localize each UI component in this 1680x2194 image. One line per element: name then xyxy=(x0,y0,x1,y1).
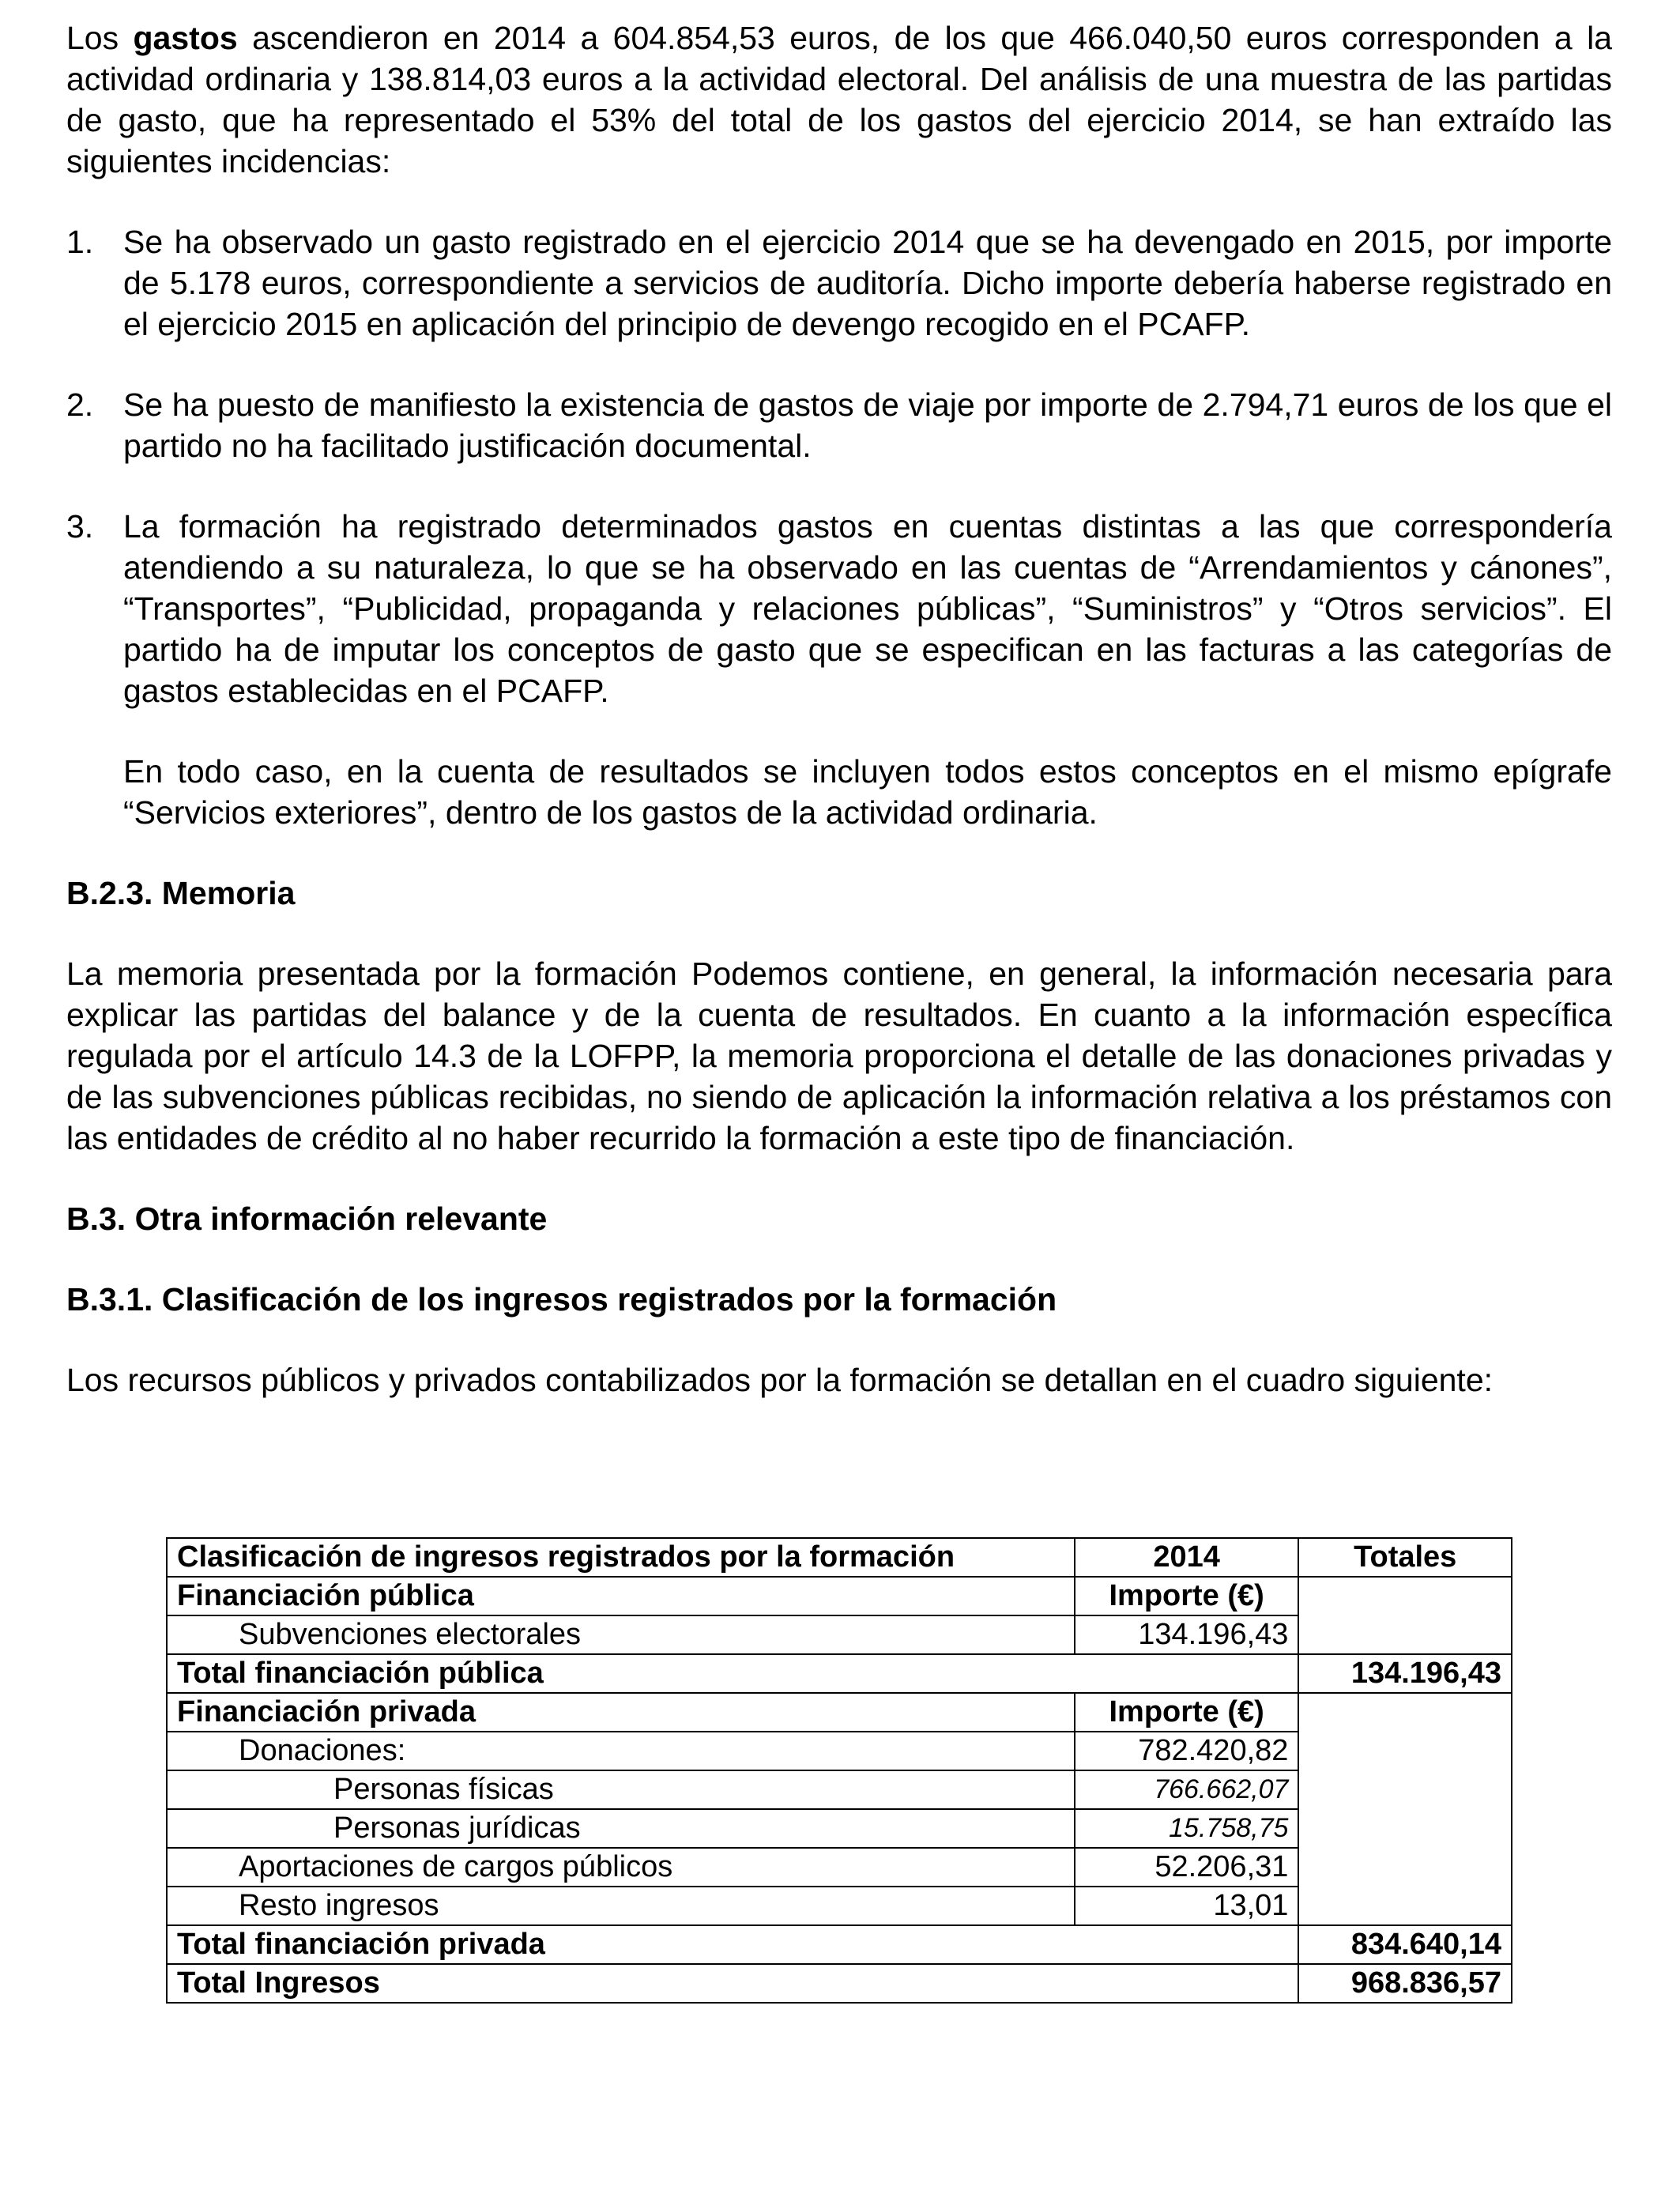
total-income-value: 968.836,57 xyxy=(1298,1964,1512,2003)
public-officials-contrib-label: Aportaciones de cargos públicos xyxy=(167,1848,1075,1887)
table-row xyxy=(167,1615,1512,1654)
empty-cell xyxy=(1298,1732,1512,1770)
total-public-label: Total financiación pública xyxy=(167,1654,1075,1693)
total-public-value: 134.196,43 xyxy=(1298,1654,1512,1693)
other-income-value: 13,01 xyxy=(1075,1887,1299,1925)
amount-header: Importe (€) xyxy=(1075,1577,1299,1615)
list-number: 1. xyxy=(66,224,94,260)
list-text: Se ha puesto de manifiesto la existencia de gastos de viaje por importe de 2.794,71 euros de los que el partido no ha facilitado justificación documental. xyxy=(123,386,1612,464)
total-income-label: Total Ingresos xyxy=(167,1964,1075,2003)
intro-pre: Los xyxy=(66,20,134,56)
table-row xyxy=(167,1925,1512,1964)
list-number: 2. xyxy=(66,386,94,423)
table-header-row xyxy=(167,1538,1512,1577)
list-text: La formación ha registrado determinados gastos en cuentas distintas a las que correspondería atendiendo a su naturaleza, lo que se ha observado en las cuentas de “Arrendamientos y cánones”, “Transportes”, “Publicidad, propaganda y relaciones públicas”, “Suministros” y “Otros servicios”. El partido ha de imputar los conceptos de gasto que se especifican en las facturas a las categorías de gastos establecidas en el PCAFP. xyxy=(123,508,1612,709)
intro-post: ascendieron en 2014 a 604.854,53 euros, de los que 466.040,50 euros corresponden a la actividad ordinaria y 138.814,03 euros a la actividad electoral. Del análisis de una muestra de las partidas de gasto, que ha representado el 53% del total de los gastos del ejercicio 2014, se han extraído las siguientes incidencias: xyxy=(66,20,1613,179)
natural-persons-value: 766.662,07 xyxy=(1075,1770,1299,1809)
donations-value: 782.420,82 xyxy=(1075,1732,1299,1770)
empty-cell xyxy=(1298,1848,1512,1887)
other-income-label: Resto ingresos xyxy=(167,1887,1075,1925)
empty-cell xyxy=(1298,1770,1512,1809)
empty-cell xyxy=(1075,1654,1299,1693)
document-page xyxy=(66,17,1612,1400)
subsidies-value: 134.196,43 xyxy=(1075,1615,1299,1654)
list-item xyxy=(66,384,1612,466)
empty-cell xyxy=(1075,1925,1299,1964)
public-funding-label: Financiación pública xyxy=(167,1577,1075,1615)
total-private-label: Total financiación privada xyxy=(167,1925,1075,1964)
table-row xyxy=(167,1770,1512,1809)
subsidies-label: Subvenciones electorales xyxy=(167,1615,1075,1654)
table-row xyxy=(167,1809,1512,1848)
intro-bold-term: gastos xyxy=(133,20,238,56)
empty-cell xyxy=(1075,1964,1299,2003)
list-note: En todo caso, en la cuenta de resultados se incluyen todos estos conceptos en el mismo epígrafe “Servicios exteriores”, dentro de los gastos de la actividad ordinaria. xyxy=(123,753,1612,831)
table-row xyxy=(167,1732,1512,1770)
natural-persons-label: Personas físicas xyxy=(167,1770,1075,1809)
table-row xyxy=(167,1887,1512,1925)
private-funding-label: Financiación privada xyxy=(167,1693,1075,1732)
paragraph-b23: La memoria presentada por la formación Podemos contiene, en general, la información necesaria para explicar las partidas del balance y de la cuenta de resultados. En cuanto a la información específica regulada por el artículo 14.3 de la LOFPP, la memoria proporciona el detalle de las donaciones privadas y de las subvenciones públicas recibidas, no siendo de aplicación la información relativa a los préstamos con las entidades de crédito al no haber recurrido la formación a este tipo de financiación. xyxy=(66,956,1612,1156)
heading-b23: B.2.3. Memoria xyxy=(66,875,296,911)
paragraph-b31: Los recursos públicos y privados contabilizados por la formación se detallan en el cuadro siguiente: xyxy=(66,1362,1494,1398)
table-row xyxy=(167,1577,1512,1615)
list-number: 3. xyxy=(66,508,94,545)
table-row xyxy=(167,1693,1512,1732)
intro-paragraph xyxy=(66,17,1612,182)
table-header-classification: Clasificación de ingresos registrados por la formación xyxy=(167,1538,1075,1577)
empty-cell xyxy=(1298,1615,1512,1654)
empty-cell xyxy=(1298,1693,1512,1732)
heading-b31: B.3.1. Clasificación de los ingresos registrados por la formación xyxy=(66,1281,1057,1318)
legal-persons-label: Personas jurídicas xyxy=(167,1809,1075,1848)
donations-label: Donaciones: xyxy=(167,1732,1075,1770)
empty-cell xyxy=(1298,1887,1512,1925)
table-row xyxy=(167,1848,1512,1887)
heading-b3: B.3. Otra información relevante xyxy=(66,1201,548,1237)
empty-cell xyxy=(1298,1809,1512,1848)
table-header-year: 2014 xyxy=(1075,1538,1299,1577)
table-row xyxy=(167,1654,1512,1693)
legal-persons-value: 15.758,75 xyxy=(1075,1809,1299,1848)
empty-cell xyxy=(1298,1577,1512,1615)
list-text: Se ha observado un gasto registrado en el ejercicio 2014 que se ha devengado en 2015, por importe de 5.178 euros, correspondiente a servicios de auditoría. Dicho importe debería haberse registrado en el ejercicio 2015 en aplicación del principio de devengo recogido en el PCAFP. xyxy=(123,224,1612,342)
list-item xyxy=(66,221,1612,345)
amount-header-private: Importe (€) xyxy=(1075,1693,1299,1732)
income-table xyxy=(166,1537,1512,2004)
public-officials-contrib-value: 52.206,31 xyxy=(1075,1848,1299,1887)
list-item xyxy=(66,506,1612,711)
total-private-value: 834.640,14 xyxy=(1298,1925,1512,1964)
table-header-totals: Totales xyxy=(1298,1538,1512,1577)
table-row xyxy=(167,1964,1512,2003)
